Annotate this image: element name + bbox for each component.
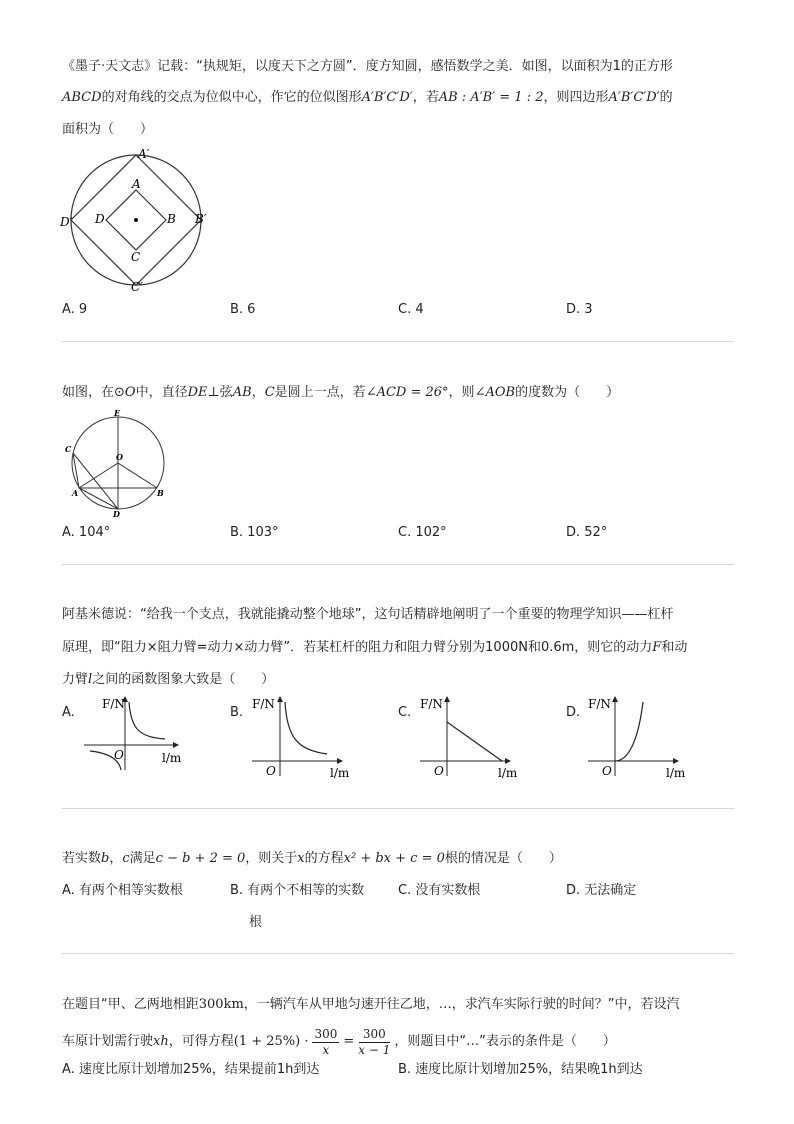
q5-fraction-2 (358, 1027, 390, 1058)
q5-line1: 在题目“甲、乙两地相距300km，一辆汽车从甲地匀速开往乙地，…，求汽车实际行驶的时间？”中，若设汽 (62, 997, 680, 1012)
q2-label-D: D (113, 509, 120, 519)
q3a-curve-q1 (129, 702, 165, 739)
q2-label-B: B (157, 488, 164, 498)
q1-label-C1: C′ (131, 280, 143, 294)
q1-label-A: A (132, 177, 141, 191)
q1-label-D1: D′ (60, 215, 73, 229)
q5-line2: 车原计划需行驶 xh ，可得方程 (1 + 25%) · $\frac{300}{x}$ = $\frac{300}{x - 1}$ ，则题目中“…”表示的条件是（ ） (62, 1026, 616, 1057)
q2-label-O: O (116, 452, 123, 462)
q3d-ylabel: F/N (588, 697, 611, 711)
q4-line1: 若实数b，c满足c − b + 2 = 0，则关于x的方程x² + bx + c = 0根的情况是（ ） (62, 851, 562, 866)
q5-frac2-numerator: 300 (359, 1027, 390, 1043)
q4-option-c[interactable]: C. 没有实数根 (398, 883, 481, 898)
q1-line1: 《墨子·天文志》记载：“执规矩，以度天下之方圆”．度方知圆，感悟数学之美．如图，以面积为1的正方形 (62, 59, 673, 74)
q3-option-b[interactable]: B. (230, 705, 244, 720)
q3d-origin: O (602, 764, 612, 778)
q2-label-E: E (114, 408, 121, 418)
q3-graph-b (252, 692, 362, 782)
q1-line2: ABCD的对角线的交点为位似中心，作它的位似图形A′B′C′D′，若AB : A′B′ = 1 : 2，则四边形A′B′C′D′的 (62, 90, 673, 105)
q3a-ylabel: F/N (102, 697, 125, 711)
q2-label-A: A (72, 488, 79, 498)
q4-option-b[interactable]: B. 有两个不相等的实数 (230, 883, 365, 898)
q5-frac1-numerator: 300 (314, 1026, 338, 1041)
q3c-origin: O (434, 764, 444, 778)
q1-option-a[interactable]: A. 9 (62, 302, 88, 317)
q2-line-OB (118, 463, 157, 488)
q1-option-b[interactable]: B. 6 (230, 302, 256, 317)
q3b-ylabel: F/N (252, 697, 275, 711)
q3b-curve (285, 702, 327, 754)
q4-option-d[interactable]: D. 无法确定 (566, 883, 637, 898)
q5-option-a[interactable]: A. 速度比原计划增加25%，结果提前1h到达 (62, 1062, 320, 1077)
q3-graph-a (80, 692, 200, 772)
q2-label-C: C (65, 444, 72, 454)
q2-option-d[interactable]: D. 52° (566, 525, 608, 540)
q3a-xlabel: l/m (162, 751, 182, 765)
q5-option-b[interactable]: B. 速度比原计划增加25%，结果晚1h到达 (398, 1062, 643, 1077)
q3-option-a[interactable]: A. (62, 705, 75, 720)
q1-center-dot (134, 218, 138, 222)
divider (62, 953, 734, 954)
q3c-line (447, 722, 502, 761)
q1-option-d[interactable]: D. 3 (566, 302, 593, 317)
q3-line2: 原理，即“阻力×阻力臂=动力×动力臂”．若某杠杆的阻力和阻力臂分别为1000N和0.6m，则它的动力F和动 (62, 640, 688, 655)
q3b-xlabel: l/m (330, 766, 350, 780)
q2-line1: 如图，在⊙O中，直径DE⊥弦AB，C是圆上一点，若∠ACD = 26°，则∠AOB的度数为（ ） (62, 385, 620, 400)
divider (62, 808, 734, 809)
q3-line3: 力臂l之间的函数图象大致是（ ） (62, 672, 275, 687)
q3c-ylabel: F/N (420, 697, 443, 711)
q3-graph-c (420, 692, 530, 782)
q5-frac1-denominator: x (322, 1042, 330, 1057)
q3-graph-d (588, 692, 698, 782)
q1-label-B: B (167, 212, 176, 226)
q1-label-A1: A′ (138, 147, 150, 161)
q3d-xlabel: l/m (666, 766, 686, 780)
q1-label-C: C (131, 250, 141, 264)
q2-line-CD (73, 453, 118, 509)
q1-line3: 面积为（ ） (62, 122, 154, 137)
q3d-curve (615, 702, 643, 761)
q4-option-b-continued: 根 (249, 915, 263, 930)
q3-option-c[interactable]: C. (398, 705, 412, 720)
q2-option-b[interactable]: B. 103° (230, 525, 279, 540)
q5-frac2-denominator: x − 1 (358, 1042, 391, 1057)
q2-option-a[interactable]: A. 104° (62, 525, 111, 540)
q2-option-c[interactable]: C. 102° (398, 525, 447, 540)
divider (62, 564, 734, 565)
q1-label-B1: B′ (195, 212, 207, 226)
q1-option-c[interactable]: C. 4 (398, 302, 424, 317)
q3b-origin: O (266, 764, 276, 778)
q3-option-d[interactable]: D. (566, 705, 581, 720)
q5-fraction-1 (312, 1027, 339, 1058)
q1-figure (58, 145, 218, 295)
divider (62, 341, 734, 342)
q2-line-AD (79, 488, 118, 509)
q4-option-a[interactable]: A. 有两个相等实数根 (62, 883, 183, 898)
q3a-origin: O (114, 748, 124, 762)
q3c-xlabel: l/m (498, 766, 518, 780)
q3-line1: 阿基米德说：“给我一个支点，我就能撬动整个地球”，这句话精辟地阐明了一个重要的物理学知识——杠杆 (62, 607, 674, 622)
q1-label-D: D (95, 212, 105, 226)
q2-figure (58, 408, 168, 518)
